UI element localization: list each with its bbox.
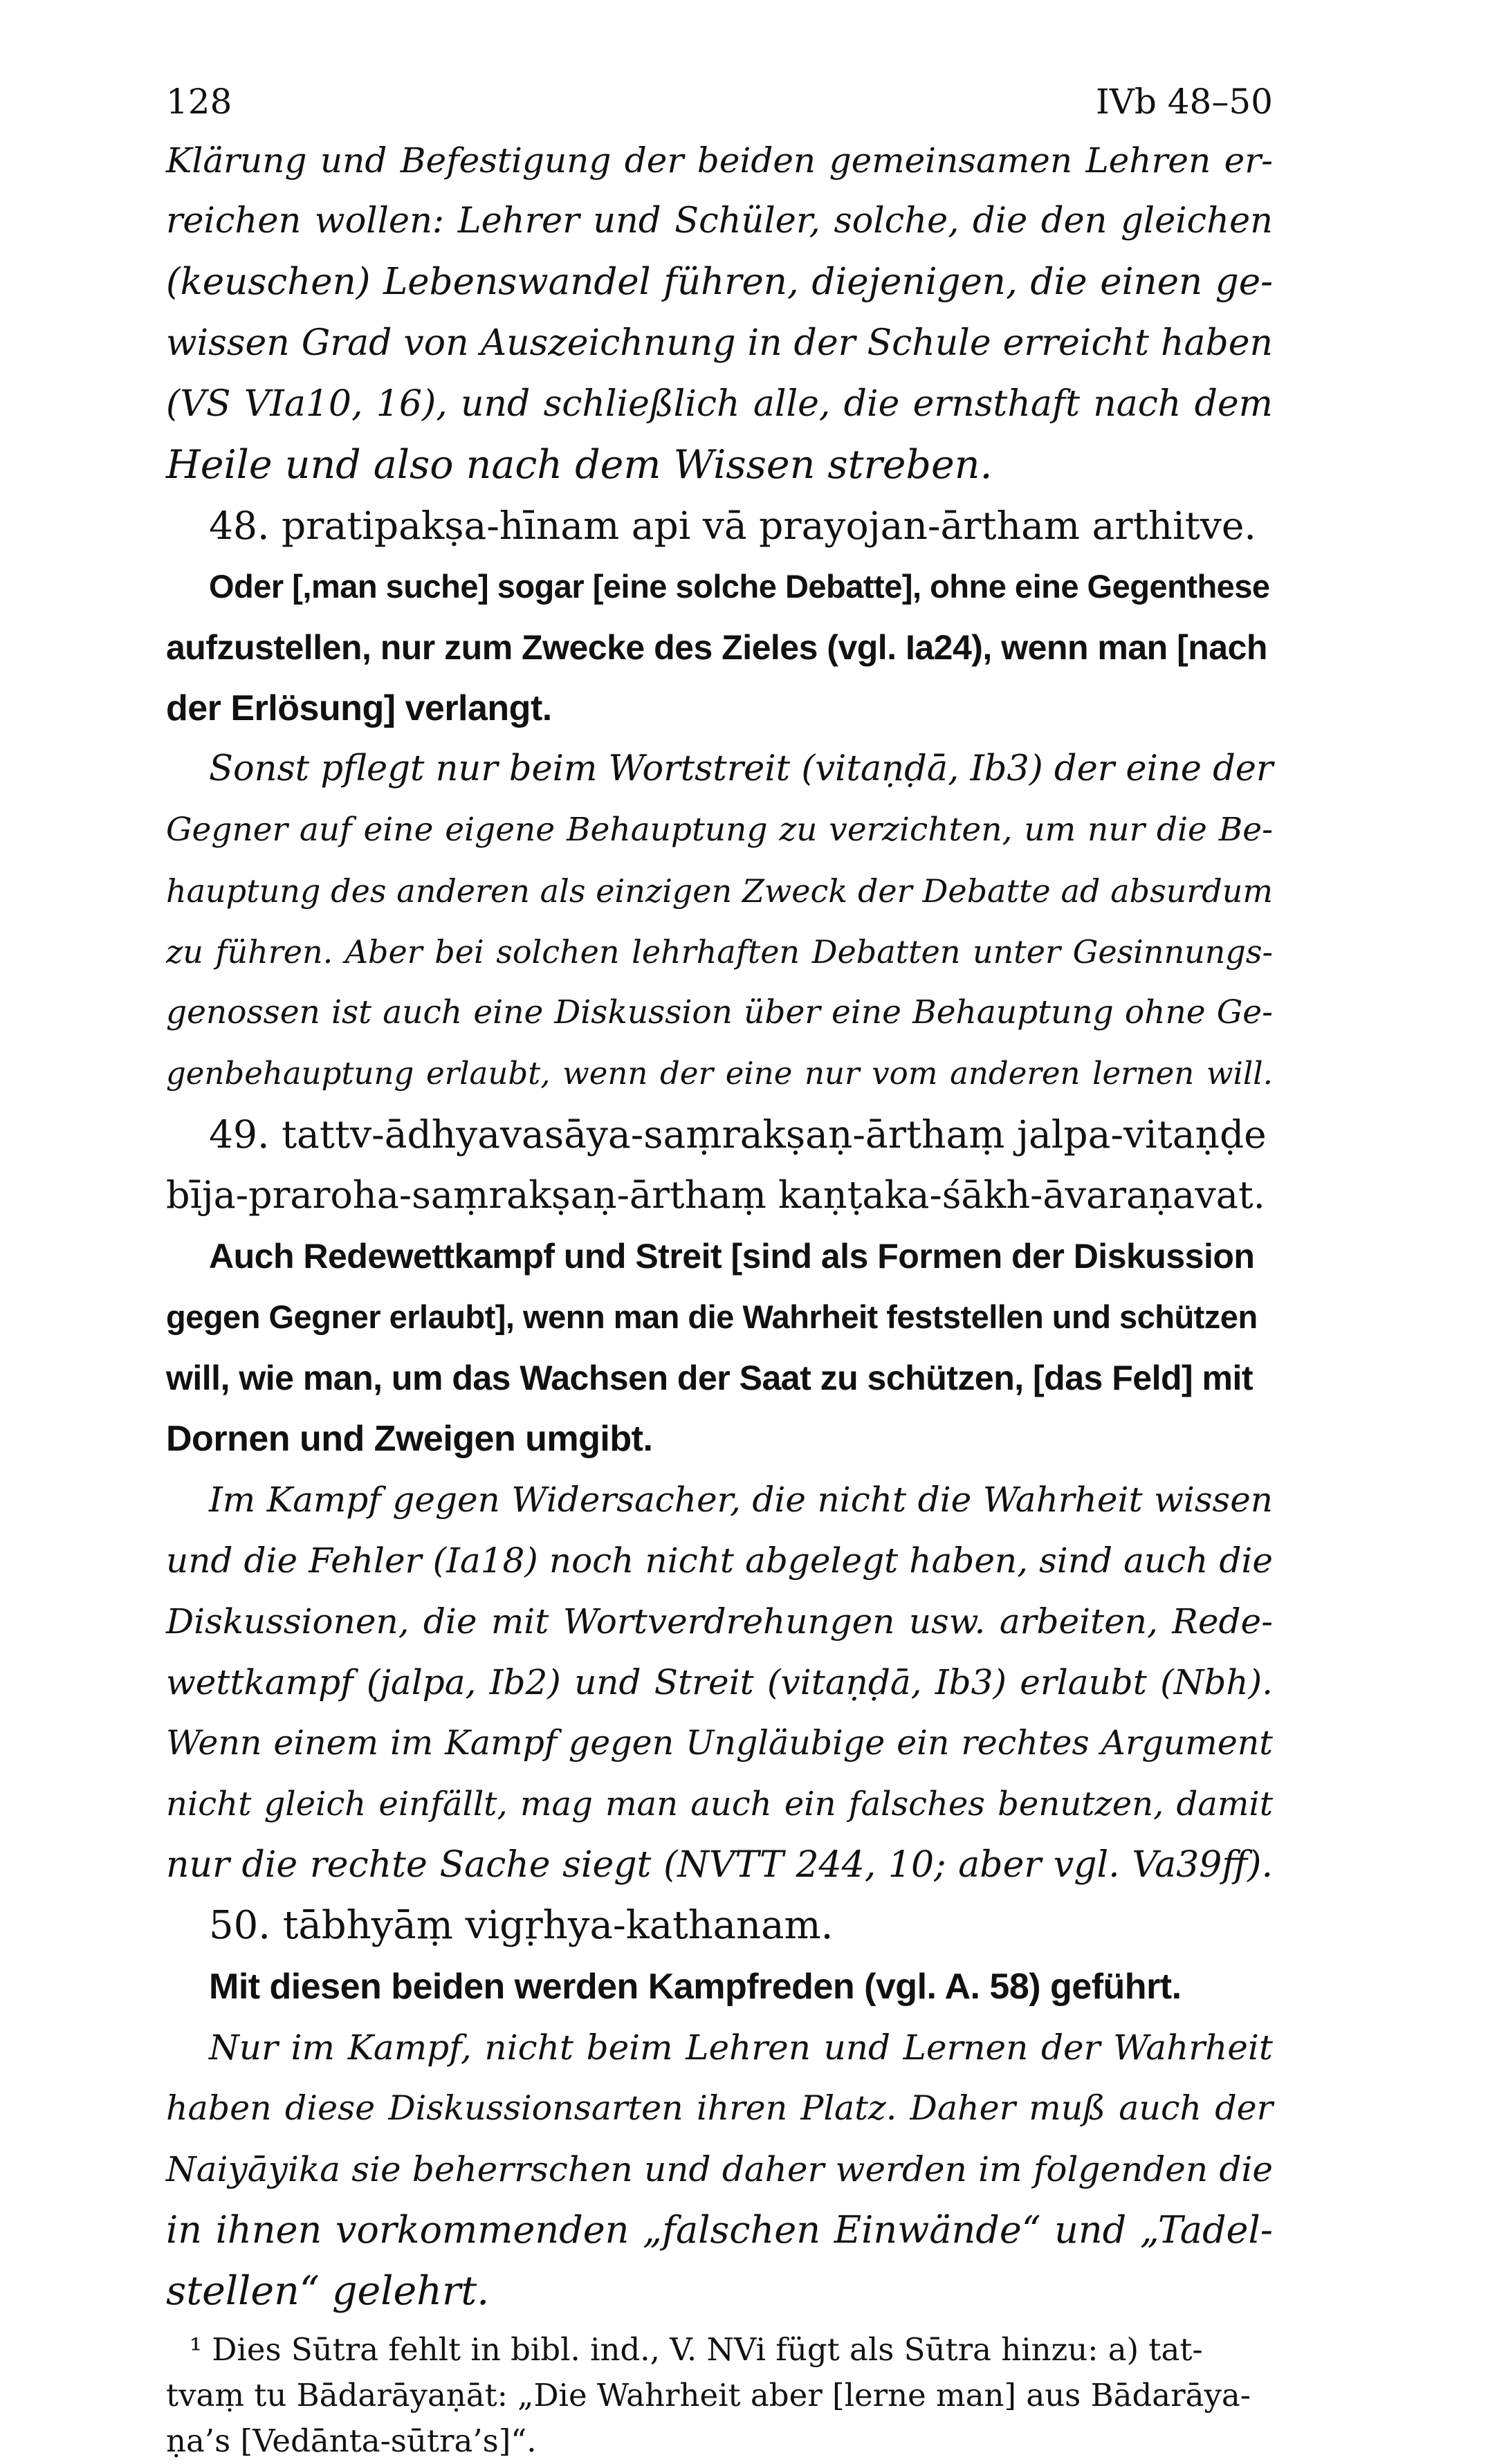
commentary-line: wettkampf (jalpa, Ib2) und Streit (vitaṇḍā, Ib3) erlaubt (Nbh). [166, 1662, 1273, 1702]
commentary-line: nicht gleich einfällt, mag man auch ein falsches benutzen, damit [166, 1785, 1273, 1823]
translation-line: Oder [,man suche] sogar [eine solche Debatte], ohne eine Gegenthese [209, 568, 1270, 605]
commentary-line: genossen ist auch eine Diskussion über eine Behauptung ohne Ge- [166, 993, 1273, 1031]
commentary-line: (keuschen) Lebenswandel führen, diejenigen, die einen ge- [166, 261, 1273, 303]
commentary-line: Im Kampf gegen Widersacher, die nicht die Wahrheit wissen [209, 1480, 1273, 1520]
translation-line: Mit diesen beiden werden Kampfreden (vgl. A. 58) geführt. [209, 1967, 1182, 2007]
commentary-line: in ihnen vorkommenden „falschen Einwände“ und „Tadel- [166, 2208, 1273, 2252]
sutra-line: bīja-praroha-saṃrakṣaṇ-ārthaṃ kaṇṭaka-śākh-āvaraṇavat. [166, 1173, 1265, 1217]
translation-line: will, wie man, um das Wachsen der Saat zu schützen, [das Feld] mit [166, 1359, 1254, 1397]
commentary-line: Heile und also nach dem Wissen streben. [166, 442, 993, 488]
commentary-line: und die Fehler (Ia18) noch nicht abgelegt haben, sind auch die [166, 1541, 1273, 1581]
commentary-line: haben diese Diskussionsarten ihren Platz. Daher muß auch der [166, 2088, 1273, 2128]
page-number: 128 [166, 82, 232, 122]
footnote-gap [166, 2322, 1273, 2327]
commentary-line: Diskussionen, die mit Wortverdrehungen usw. arbeiten, Rede- [166, 1601, 1273, 1642]
commentary-line: wissen Grad von Auszeichnung in der Schule erreicht haben [166, 322, 1273, 364]
commentary-line: stellen“ gelehrt. [166, 2268, 490, 2314]
sutra-line: 48. pratipakṣa-hīnam api vā prayojan-ārtham arthitve. [209, 504, 1256, 548]
commentary-line: Nur im Kampf, nicht beim Lehren und Lernen der Wahrheit [209, 2028, 1273, 2068]
footnote-block [166, 2327, 1273, 2464]
commentary-line: nur die rechte Sache siegt (NVTT 244, 10; aber vgl. Va39ff). [166, 1844, 1273, 1886]
translation-line: aufzustellen, nur zum Zwecke des Zieles (vgl. Ia24), wenn man [nach [166, 628, 1267, 667]
commentary-line: reichen wollen: Lehrer und Schüler, solche, die den gleichen [166, 201, 1273, 241]
commentary-line: Naiyāyika sie beherrschen und daher werden im folgenden die [166, 2149, 1273, 2189]
commentary-line: Klärung und Befestigung der beiden gemeinsamen Lehren er- [166, 140, 1273, 181]
commentary-line: Gegner auf eine eigene Behauptung zu verzichten, um nur die Be- [166, 811, 1273, 849]
translation-line: der Erlösung] verlangt. [166, 688, 552, 728]
translation-line: Auch Redewettkampf und Streit [sind als Formen der Diskussion [209, 1237, 1255, 1276]
commentary-line: Wenn einem im Kampf gegen Ungläubige ein rechtes Argument [166, 1723, 1273, 1763]
commentary-line: hauptung des anderen als einzigen Zweck der Debatte ad absurdum [166, 872, 1273, 910]
footnote-line: ¹ Dies Sūtra fehlt in bibl. ind., V. NVi fügt als Sūtra hinzu: a) tat- [190, 2331, 1203, 2368]
footnote-line: ṇa’s [Vedānta-sūtra’s]“. [166, 2422, 537, 2459]
translation-line: Dornen und Zweigen umgibt. [166, 1419, 653, 1459]
book-page [166, 82, 1273, 2464]
running-header [166, 82, 1273, 130]
commentary-line: zu führen. Aber bei solchen lehrhaften Debatten unter Gesinnungs- [166, 933, 1273, 971]
commentary-line: Sonst pflegt nur beim Wortstreit (vitaṇḍā, Ib3) der eine der [209, 748, 1274, 789]
sutra-line: 49. tattv-ādhyavasāya-saṃrakṣaṇ-ārthaṃ jalpa-vitaṇḍe [209, 1112, 1267, 1157]
body-text [166, 130, 1273, 2322]
sutra-line: 50. tābhyāṃ vigṛhya-kathanam. [209, 1903, 834, 1948]
commentary-line: genbehauptung erlaubt, wenn der eine nur vom anderen lernen will. [166, 1055, 1273, 1092]
footnote-line: tvaṃ tu Bādarāyaṇāt: „Die Wahrheit aber [lerne man] aus Bādarāya- [166, 2377, 1251, 2414]
section-reference: IVb 48–50 [1095, 82, 1273, 122]
commentary-line: (VS VIa10, 16), und schließlich alle, die ernsthaft nach dem [166, 383, 1273, 425]
translation-line: gegen Gegner erlaubt], wenn man die Wahrheit feststellen und schützen [166, 1298, 1258, 1335]
